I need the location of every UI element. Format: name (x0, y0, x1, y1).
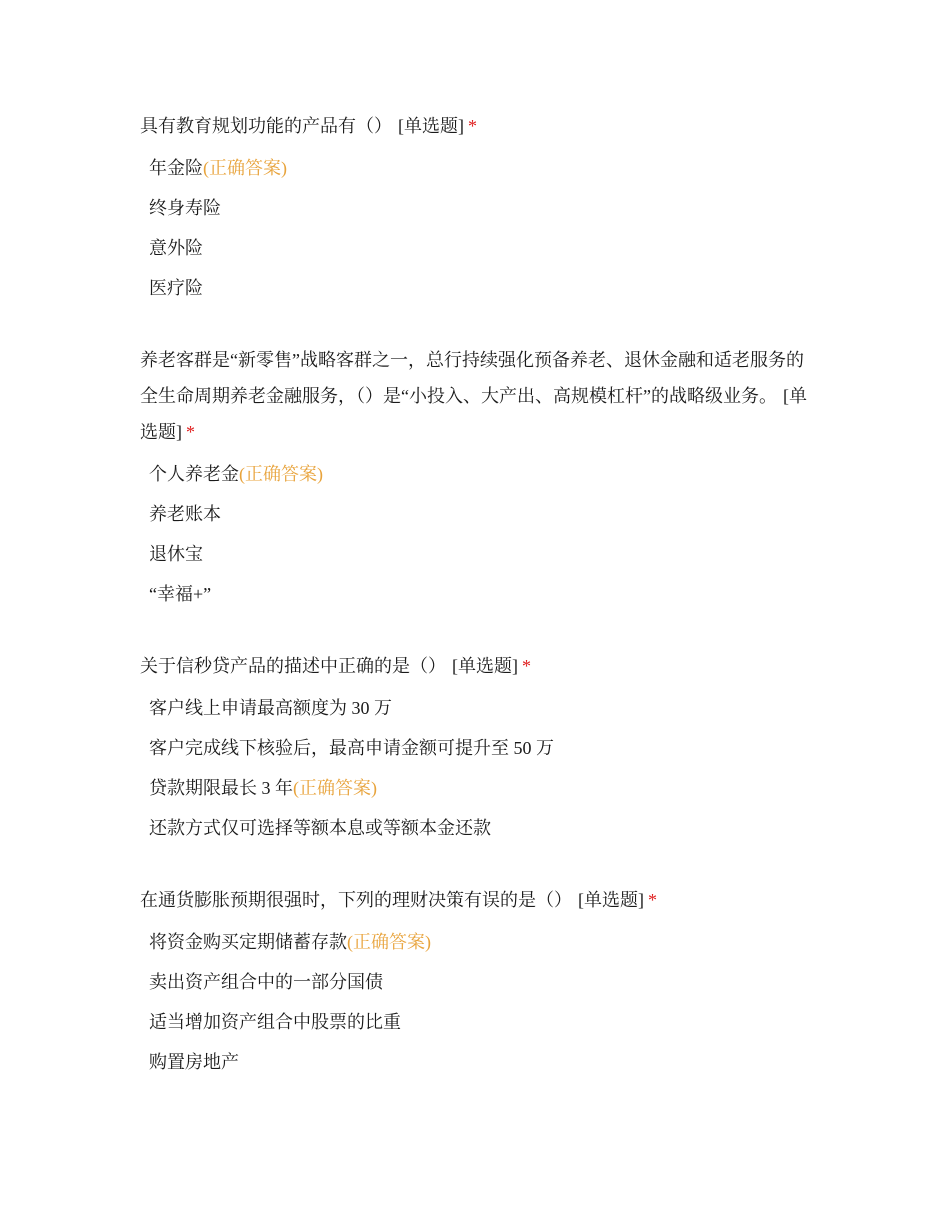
option-text: 购置房地产 (149, 1052, 239, 1072)
question-stem (140, 648, 820, 684)
option-text: 还款方式仅可选择等额本息或等额本金还款 (149, 818, 491, 838)
option-c (149, 534, 820, 574)
option-text: 贷款期限最长 3 年 (149, 778, 293, 798)
required-mark: * (522, 656, 531, 676)
option-text: 意外险 (149, 238, 203, 258)
option-a (149, 454, 820, 494)
question-2 (140, 342, 820, 614)
question-text: 养老客群是“新零售”战略客群之一，总行持续强化预备养老、退休金融和适老服务的全生命周期养老金融服务，（）是“小投入、大产出、高规模杠杆”的战略级业务。 (140, 350, 804, 406)
correct-answer-label: (正确答案) (347, 932, 431, 952)
option-text: “幸福+” (149, 584, 212, 604)
question-type: [单选题] (452, 656, 518, 676)
option-text: 个人养老金 (149, 464, 239, 484)
option-c (149, 768, 820, 808)
question-stem (140, 342, 820, 450)
option-text: 退休宝 (149, 544, 203, 564)
question-stem (140, 882, 820, 918)
option-text: 客户完成线下核验后，最高申请金额可提升至 50 万 (149, 738, 554, 758)
option-a (149, 922, 820, 962)
option-text: 将资金购买定期储蓄存款 (149, 932, 347, 952)
option-list (140, 688, 820, 848)
option-list (140, 454, 820, 614)
option-text: 卖出资产组合中的一部分国债 (149, 972, 383, 992)
option-list (140, 922, 820, 1082)
option-text: 医疗险 (149, 278, 203, 298)
option-c (149, 228, 820, 268)
option-text: 适当增加资产组合中股票的比重 (149, 1012, 401, 1032)
question-type: [单选题] (578, 890, 644, 910)
option-b (149, 962, 820, 1002)
required-mark: * (468, 116, 477, 136)
option-list (140, 148, 820, 308)
option-text: 客户线上申请最高额度为 30 万 (149, 698, 392, 718)
question-3 (140, 648, 820, 848)
option-d (149, 574, 820, 614)
option-a (149, 688, 820, 728)
option-text: 养老账本 (149, 504, 221, 524)
option-b (149, 188, 820, 228)
correct-answer-label: (正确答案) (203, 158, 287, 178)
question-type: [单选题] (398, 116, 464, 136)
required-mark: * (648, 890, 657, 910)
option-b (149, 728, 820, 768)
option-a (149, 148, 820, 188)
option-b (149, 494, 820, 534)
question-stem (140, 108, 820, 144)
quiz-document (140, 108, 820, 1116)
question-type: [单选题] (140, 386, 807, 442)
question-1 (140, 108, 820, 308)
option-text: 年金险 (149, 158, 203, 178)
question-text: 在通货膨胀预期很强时，下列的理财决策有误的是（） (140, 890, 572, 910)
option-c (149, 1002, 820, 1042)
correct-answer-label: (正确答案) (239, 464, 323, 484)
required-mark: * (186, 422, 195, 442)
option-d (149, 1042, 820, 1082)
correct-answer-label: (正确答案) (293, 778, 377, 798)
option-d (149, 268, 820, 308)
question-text: 关于信秒贷产品的描述中正确的是（） (140, 656, 446, 676)
question-4 (140, 882, 820, 1082)
option-text: 终身寿险 (149, 198, 221, 218)
question-text: 具有教育规划功能的产品有（） (140, 116, 392, 136)
option-d (149, 808, 820, 848)
